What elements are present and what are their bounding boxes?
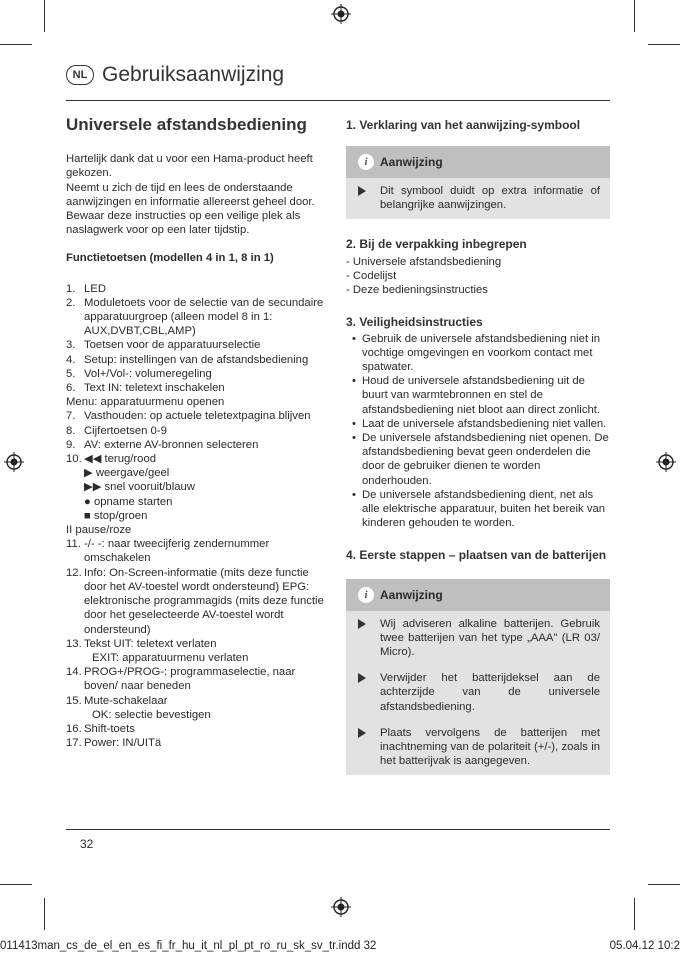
info-icon: i (358, 587, 374, 603)
function-item (66, 296, 331, 339)
item-text: ■ stop/groen (84, 509, 148, 522)
item-text: Mute-schakelaar (84, 694, 168, 707)
list-item: - Universele afstandsbediening (346, 255, 502, 268)
crop-mark (634, 0, 635, 32)
note-label: Aanwijzing (380, 155, 443, 170)
safety-item (346, 374, 610, 417)
function-item (66, 722, 331, 736)
item-text: Vol+/Vol-: volumeregeling (84, 367, 212, 380)
function-item (66, 537, 331, 565)
function-item (66, 424, 331, 438)
note-text: Verwijder het batterijdeksel aan de achterzijde van de universele afstandsbediening. (380, 672, 600, 713)
triangle-bullet-icon (358, 673, 366, 683)
print-file-info: 011413man_cs_de_el_en_es_fi_fr_hu_it_nl_pl_pt_ro_ru_sk_sv_tr.indd 32 (0, 940, 377, 952)
item-number (66, 708, 84, 722)
right-column (346, 114, 610, 775)
item-number (66, 466, 84, 480)
function-item (66, 338, 331, 352)
language-badge: NL (66, 65, 94, 85)
item-text: EXIT: apparatuurmenu verlaten (92, 651, 249, 664)
print-date: 05.04.12 10:2 (609, 940, 680, 952)
note-text: Dit symbool duidt op extra informatie of belangrijke aanwijzingen. (380, 185, 600, 212)
note-item (346, 665, 610, 720)
safety-item (346, 332, 610, 375)
note-header (346, 146, 610, 178)
item-number: 6. (66, 382, 76, 395)
triangle-bullet-icon (358, 186, 366, 196)
function-item (66, 736, 331, 750)
note-text: Wij adviseren alkaline batterijen. Gebruik twee batterijen van het type „AAA" (LR 03/ Micro). (380, 617, 600, 659)
item-number: 17. (66, 737, 82, 750)
function-item (66, 566, 331, 637)
safety-text: De universele afstandsbediening niet openen. De afstandsbediening bevat geen onderdelen die door de gebruiker dienen te worden onderhouden. (362, 432, 609, 487)
item-text: Cijfertoetsen 0-9 (84, 424, 167, 437)
left-column (66, 114, 331, 750)
section-title: Universele afstandsbediening (66, 115, 307, 134)
function-item (66, 651, 331, 665)
header-divider (66, 100, 610, 101)
bullet-icon: • (352, 432, 356, 445)
item-text: Setup: instellingen van de afstandsbediening (84, 353, 309, 366)
item-text: ▶▶ snel vooruit/blauw (84, 481, 195, 494)
function-item (66, 708, 331, 722)
function-item (66, 438, 331, 452)
function-item (66, 452, 331, 466)
bullet-icon: • (352, 332, 356, 345)
registration-mark-icon (331, 897, 351, 917)
item-text: PROG+/PROG-: programmaselectie, naar boven/ naar beneden (84, 666, 296, 693)
item-number: 9. (66, 438, 76, 451)
page-number: 32 (80, 837, 94, 851)
function-item (66, 367, 331, 381)
item-number: 13. (66, 637, 82, 650)
item-number: 10. (66, 453, 82, 466)
safety-text: Laat de universele afstandsbediening niet vallen. (362, 417, 607, 430)
intro-paragraph: Neemt u zich de tijd en lees de onderstaande aanwijzingen en informatie allereerst geheel door. Bewaar deze instructies op een veilige plek als naslagwerk voor op een later tijdstip. (66, 181, 315, 237)
item-number: 7. (66, 410, 76, 423)
function-item (66, 509, 331, 523)
bullet-icon: • (352, 488, 356, 501)
item-number: 8. (66, 424, 76, 437)
safety-item (346, 417, 610, 431)
note-box (346, 146, 610, 218)
crop-mark (44, 0, 45, 32)
item-text: -/- -: naar tweecijferig zendernummer omschakelen (84, 538, 270, 565)
function-item (66, 395, 331, 409)
safety-text: Gebruik de universele afstandsbediening niet in vochtige omgevingen en voorkom contact met spatwater. (362, 332, 601, 374)
item-number: 2. (66, 296, 76, 309)
item-text: AV: externe AV-bronnen selecteren (84, 438, 259, 451)
footer-divider (66, 829, 610, 830)
item-text: Shift-toets (84, 722, 135, 735)
registration-mark-icon (331, 4, 351, 24)
function-item (66, 480, 331, 494)
item-number (66, 480, 84, 494)
functions-list (66, 282, 331, 751)
function-item (66, 466, 331, 480)
note-item (346, 720, 610, 775)
function-item (66, 495, 331, 509)
item-text: LED (84, 282, 106, 295)
function-item (66, 523, 331, 537)
item-number (66, 495, 84, 509)
item-text: Power: IN/UITä (84, 737, 162, 750)
package-list (346, 255, 610, 298)
note-item (346, 178, 610, 218)
item-number (66, 651, 84, 665)
item-number: 14. (66, 666, 82, 679)
safety-item (346, 488, 610, 531)
item-number: 15. (66, 694, 82, 707)
item-number: 16. (66, 722, 82, 735)
info-icon: i (358, 154, 374, 170)
note-label: Aanwijzing (380, 587, 443, 602)
list-item: - Codelijst (346, 270, 397, 283)
triangle-bullet-icon (358, 728, 366, 738)
crop-mark (0, 884, 32, 885)
function-item (66, 282, 331, 296)
item-text: ◀◀ terug/rood (84, 453, 157, 466)
section-heading: 2. Bij de verpakking inbegrepen (346, 236, 527, 251)
item-text: ▶ weergave/geel (84, 467, 170, 480)
item-text: Menu: apparatuurmenu openen (66, 396, 225, 409)
safety-item (346, 431, 610, 488)
item-number: 1. (66, 282, 76, 295)
note-header (346, 579, 610, 611)
item-text: OK: selectie bevestigen (92, 708, 211, 721)
item-number: 11. (66, 538, 81, 551)
item-text: Info: On-Screen-informatie (mits deze functie door het AV-toestel wordt ondersteund) EPG: elektronische programmagids (mits deze functie door het geselecteerde AV-toestel wordt ondersteund) (84, 566, 324, 636)
item-number: 4. (66, 353, 76, 366)
page-header (66, 63, 284, 87)
safety-list (346, 332, 610, 531)
function-item (66, 637, 331, 651)
intro-paragraph: Hartelijk dank dat u voor een Hama-product heeft gekozen. (66, 153, 313, 180)
function-item (66, 665, 331, 693)
note-text: Plaats vervolgens de batterijen met inachtneming van de polariteit (+/-), zoals in het batterijvak is aangegeven. (380, 726, 600, 768)
list-item: - Deze bedieningsinstructies (346, 284, 488, 297)
item-number: 12. (66, 566, 82, 579)
item-text: ● opname starten (84, 495, 173, 508)
crop-mark (44, 898, 45, 930)
note-item (346, 611, 610, 666)
bullet-icon: • (352, 417, 356, 430)
item-number (66, 509, 84, 523)
item-text: Vasthouden: op actuele teletextpagina blijven (84, 410, 311, 423)
crop-mark (0, 44, 32, 45)
function-item (66, 694, 331, 708)
safety-text: De universele afstandsbediening dient, net als alle elektrische apparatuur, buiten het bereik van kinderen gehouden te worden. (362, 488, 606, 530)
item-text: Moduletoets voor de selectie van de secundaire apparatuurgroep (alleen model 8 in 1: AUX,DVBT,CBL,AMP) (84, 296, 324, 338)
section-heading: 1. Verklaring van het aanwijzing-symbool (346, 118, 581, 132)
item-text: Text IN: teletext inschakelen (84, 382, 225, 395)
crop-mark (648, 884, 680, 885)
item-number: 5. (66, 367, 76, 380)
page-title: Gebruiksaanwijzing (102, 63, 285, 86)
crop-mark (634, 898, 635, 930)
function-item (66, 353, 331, 367)
functions-heading: Functietoetsen (modellen 4 in 1, 8 in 1) (66, 252, 274, 265)
crop-mark (648, 44, 680, 45)
item-text: II pause/roze (66, 524, 132, 537)
section-heading: 3. Veiligheidsinstructies (346, 315, 483, 330)
item-text: Toetsen voor de apparatuurselectie (84, 339, 261, 352)
item-number: 3. (66, 339, 76, 352)
safety-text: Houd de universele afstandsbediening uit de buurt van warmtebronnen en stel de afstandsbediening niet bloot aan direct zonlicht. (362, 375, 601, 416)
triangle-bullet-icon (358, 619, 366, 629)
registration-mark-icon (4, 452, 24, 472)
note-box (346, 579, 610, 775)
function-item (66, 381, 331, 395)
bullet-icon: • (352, 375, 356, 388)
section-heading: 4. Eerste stappen – plaatsen van de batterijen (346, 548, 607, 563)
item-text: Tekst UIT: teletext verlaten (84, 637, 217, 650)
registration-mark-icon (656, 452, 676, 472)
function-item (66, 409, 331, 423)
